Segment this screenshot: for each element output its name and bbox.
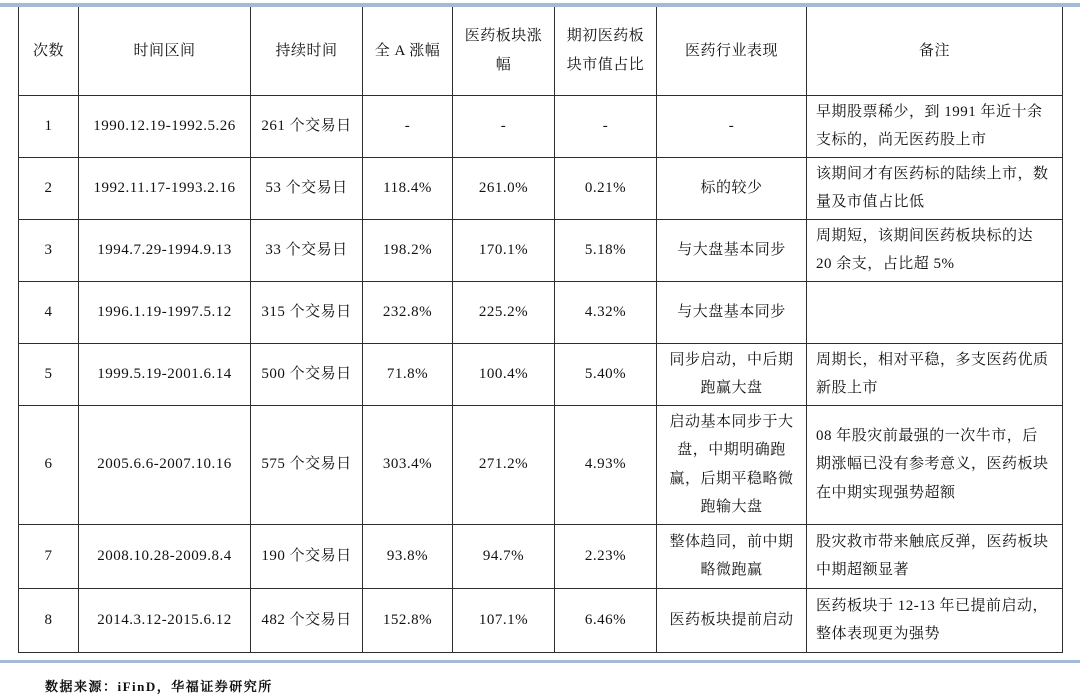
table-row bbox=[19, 588, 1063, 652]
table-row bbox=[19, 219, 1063, 281]
table-cell: 33 个交易日 bbox=[251, 219, 363, 281]
table-cell: 303.4% bbox=[363, 405, 453, 524]
table-cell: 与大盘基本同步 bbox=[657, 219, 807, 281]
column-header: 持续时间 bbox=[251, 7, 363, 95]
table-cell: 4 bbox=[19, 281, 79, 343]
table-cell: - bbox=[555, 95, 657, 157]
table-cell: 575 个交易日 bbox=[251, 405, 363, 524]
column-header: 次数 bbox=[19, 7, 79, 95]
table-cell: 1999.5.19-2001.6.14 bbox=[79, 343, 251, 405]
table-cell: 2005.6.6-2007.10.16 bbox=[79, 405, 251, 524]
column-header: 备注 bbox=[807, 7, 1063, 95]
table-cell: 2 bbox=[19, 157, 79, 219]
table-cell: 1 bbox=[19, 95, 79, 157]
table-cell: 早期股票稀少，到 1991 年近十余支标的，尚无医药股上市 bbox=[807, 95, 1063, 157]
table-cell: 8 bbox=[19, 588, 79, 652]
column-header: 医药板块涨幅 bbox=[453, 7, 555, 95]
table-header-row bbox=[19, 7, 1063, 95]
table-cell: 53 个交易日 bbox=[251, 157, 363, 219]
table-cell: 190 个交易日 bbox=[251, 524, 363, 588]
table-cell: 3 bbox=[19, 219, 79, 281]
table-row bbox=[19, 157, 1063, 219]
table-cell: 482 个交易日 bbox=[251, 588, 363, 652]
table-cell: 2014.3.12-2015.6.12 bbox=[79, 588, 251, 652]
table-cell: 周期短，该期间医药板块标的达 20 余支，占比超 5% bbox=[807, 219, 1063, 281]
table-cell: 医药板块提前启动 bbox=[657, 588, 807, 652]
table-cell: 1990.12.19-1992.5.26 bbox=[79, 95, 251, 157]
table-cell: 170.1% bbox=[453, 219, 555, 281]
table-cell: 医药板块于 12-13 年已提前启动，整体表现更为强势 bbox=[807, 588, 1063, 652]
table-row bbox=[19, 95, 1063, 157]
column-header: 期初医药板块市值占比 bbox=[555, 7, 657, 95]
table-cell: 152.8% bbox=[363, 588, 453, 652]
table-cell: 5 bbox=[19, 343, 79, 405]
table-cell: 71.8% bbox=[363, 343, 453, 405]
table-cell: 1992.11.17-1993.2.16 bbox=[79, 157, 251, 219]
table-row bbox=[19, 524, 1063, 588]
data-source-note: 数据来源：iFinD，华福证券研究所 bbox=[45, 678, 273, 694]
table-cell: - bbox=[453, 95, 555, 157]
table-cell: 100.4% bbox=[453, 343, 555, 405]
table-cell: - bbox=[363, 95, 453, 157]
table-cell: - bbox=[657, 95, 807, 157]
table-cell: 500 个交易日 bbox=[251, 343, 363, 405]
table-cell: 标的较少 bbox=[657, 157, 807, 219]
table-cell bbox=[807, 281, 1063, 343]
table-cell: 271.2% bbox=[453, 405, 555, 524]
table-cell: 该期间才有医药标的陆续上市，数量及市值占比低 bbox=[807, 157, 1063, 219]
column-header: 全 A 涨幅 bbox=[363, 7, 453, 95]
table-cell: 整体趋同，前中期略微跑赢 bbox=[657, 524, 807, 588]
page bbox=[0, 3, 1080, 694]
table-row bbox=[19, 281, 1063, 343]
table-cell: 225.2% bbox=[453, 281, 555, 343]
table-cell: 启动基本同步于大盘，中期明确跑赢，后期平稳略微跑输大盘 bbox=[657, 405, 807, 524]
table-cell: 261.0% bbox=[453, 157, 555, 219]
table-body bbox=[19, 95, 1063, 652]
table-cell: 0.21% bbox=[555, 157, 657, 219]
table-cell: 股灾救市带来触底反弹，医药板块中期超额显著 bbox=[807, 524, 1063, 588]
table-cell: 08 年股灾前最强的一次牛市，后期涨幅已没有参考意义，医药板块在中期实现强势超额 bbox=[807, 405, 1063, 524]
table-cell: 1994.7.29-1994.9.13 bbox=[79, 219, 251, 281]
table-cell: 261 个交易日 bbox=[251, 95, 363, 157]
table-cell: 2.23% bbox=[555, 524, 657, 588]
table-cell: 5.18% bbox=[555, 219, 657, 281]
table-cell: 同步启动，中后期跑赢大盘 bbox=[657, 343, 807, 405]
bottom-divider bbox=[0, 660, 1080, 663]
table-cell: 93.8% bbox=[363, 524, 453, 588]
table-cell: 198.2% bbox=[363, 219, 453, 281]
table-row bbox=[19, 343, 1063, 405]
table-cell: 6.46% bbox=[555, 588, 657, 652]
table-cell: 7 bbox=[19, 524, 79, 588]
table-cell: 5.40% bbox=[555, 343, 657, 405]
table-row bbox=[19, 405, 1063, 524]
table-cell: 94.7% bbox=[453, 524, 555, 588]
table-cell: 2008.10.28-2009.8.4 bbox=[79, 524, 251, 588]
table-cell: 315 个交易日 bbox=[251, 281, 363, 343]
table-cell: 周期长，相对平稳，多支医药优质新股上市 bbox=[807, 343, 1063, 405]
table-header bbox=[19, 7, 1063, 95]
table-cell: 4.32% bbox=[555, 281, 657, 343]
bull-market-pharma-table bbox=[18, 7, 1063, 653]
column-header: 时间区间 bbox=[79, 7, 251, 95]
table-cell: 4.93% bbox=[555, 405, 657, 524]
table-cell: 6 bbox=[19, 405, 79, 524]
table-cell: 232.8% bbox=[363, 281, 453, 343]
table-cell: 107.1% bbox=[453, 588, 555, 652]
table-cell: 1996.1.19-1997.5.12 bbox=[79, 281, 251, 343]
table-cell: 118.4% bbox=[363, 157, 453, 219]
table-cell: 与大盘基本同步 bbox=[657, 281, 807, 343]
column-header: 医药行业表现 bbox=[657, 7, 807, 95]
